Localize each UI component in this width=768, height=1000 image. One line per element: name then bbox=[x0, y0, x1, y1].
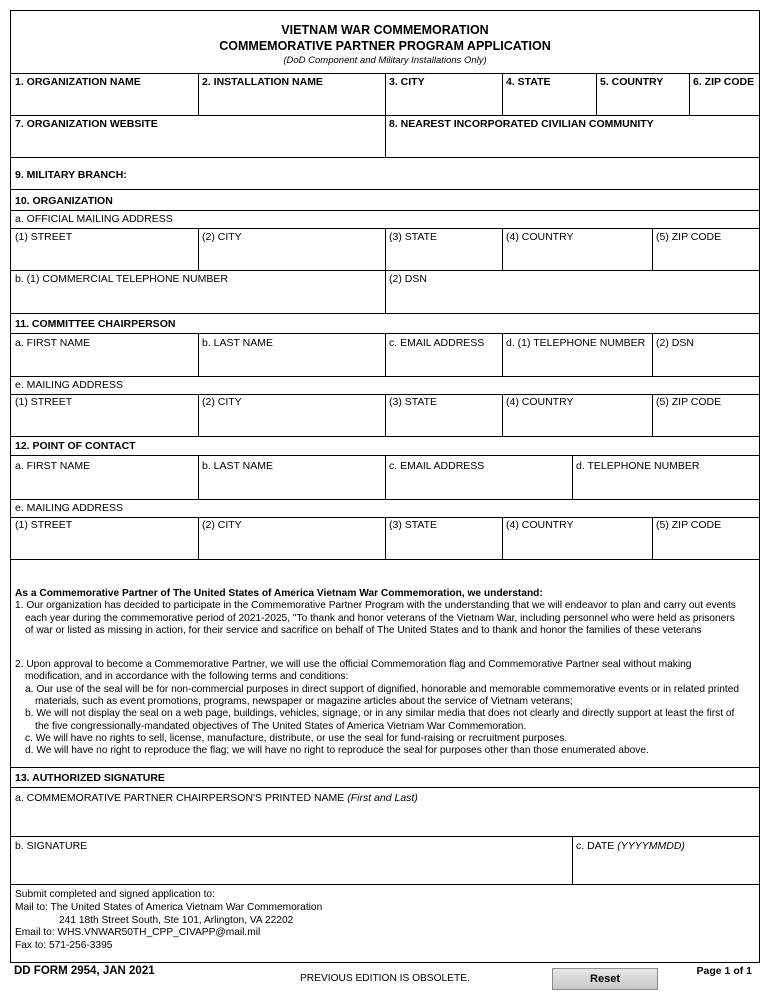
state-label: 4. STATE bbox=[506, 76, 551, 88]
divider bbox=[11, 189, 759, 190]
printed-name-label bbox=[15, 792, 418, 804]
poc-last-name-field[interactable] bbox=[202, 476, 382, 496]
chair-street-field[interactable] bbox=[15, 412, 195, 432]
divider bbox=[572, 455, 573, 499]
org-dsn-field[interactable] bbox=[389, 289, 755, 309]
chair-last-name-label: b. LAST NAME bbox=[202, 337, 273, 349]
date-label-text: c. DATE bbox=[576, 840, 615, 852]
poc-state-label: (3) STATE bbox=[389, 519, 438, 531]
form-header bbox=[11, 11, 759, 73]
organization-website-field[interactable] bbox=[15, 135, 381, 155]
reset-button[interactable]: Reset bbox=[552, 968, 658, 990]
chair-state-field[interactable] bbox=[389, 412, 499, 432]
poc-zip-field[interactable] bbox=[656, 535, 754, 555]
signature-label: b. SIGNATURE bbox=[15, 840, 88, 852]
chair-zip-field[interactable] bbox=[656, 412, 754, 432]
chair-telephone-label: d. (1) TELEPHONE NUMBER bbox=[506, 337, 646, 349]
term-2-line-2: modification, and in accordance with the following terms and conditions: bbox=[25, 671, 349, 683]
org-state-label: (3) STATE bbox=[389, 231, 438, 243]
previous-edition-note: PREVIOUS EDITION IS OBSOLETE. bbox=[300, 973, 470, 984]
installation-name-field[interactable] bbox=[202, 93, 382, 113]
divider bbox=[198, 394, 199, 436]
nearest-community-label: 8. NEAREST INCORPORATED CIVILIAN COMMUNITY bbox=[389, 118, 654, 130]
date-hint: (YYYYMMDD) bbox=[617, 840, 685, 852]
poc-country-label: (4) COUNTRY bbox=[506, 519, 574, 531]
form-subtitle: COMMEMORATIVE PARTNER PROGRAM APPLICATION bbox=[219, 39, 551, 53]
organization-name-field[interactable] bbox=[15, 93, 195, 113]
divider bbox=[198, 73, 199, 115]
poc-city-field[interactable] bbox=[202, 535, 382, 555]
divider bbox=[198, 333, 199, 376]
divider bbox=[652, 333, 653, 376]
org-city-field[interactable] bbox=[202, 247, 382, 267]
date-field[interactable] bbox=[576, 857, 754, 879]
term-2b-line-2: the five congressionally-mandated objectives of The United States of America Vietnam War Commemoration. bbox=[35, 720, 527, 732]
term-2-line-1: 2. Upon approval to become a Commemorative Partner, we will use the official Commemoration flag and Commemorative Partner seal without making bbox=[15, 659, 692, 671]
term-1-line-2: each year during the commemorative period of 2021-2025, "To thank and honor veterans of the Vietnam War, including personnel who were held as prisoners bbox=[25, 612, 735, 624]
divider bbox=[502, 333, 503, 376]
poc-street-label: (1) STREET bbox=[15, 519, 73, 531]
military-branch-field[interactable] bbox=[131, 166, 751, 186]
chair-country-field[interactable] bbox=[506, 412, 648, 432]
date-label bbox=[576, 840, 685, 852]
divider bbox=[11, 559, 759, 560]
divider bbox=[11, 436, 759, 437]
chair-email-field[interactable] bbox=[389, 353, 499, 373]
submit-line-1: Submit completed and signed application to: bbox=[15, 889, 215, 900]
poc-first-name-field[interactable] bbox=[15, 476, 195, 496]
section-10-heading: 10. ORGANIZATION bbox=[15, 195, 113, 207]
poc-telephone-field[interactable] bbox=[576, 476, 754, 496]
divider bbox=[198, 517, 199, 559]
divider bbox=[11, 836, 759, 837]
section-13-heading: 13. AUTHORIZED SIGNATURE bbox=[15, 772, 165, 784]
spacer bbox=[15, 637, 757, 659]
term-2b-line-1: b. We will not display the seal on a web page, buildings, vehicles, signage, or in any similar media that does not clearly and directly support at least the first of bbox=[25, 708, 735, 720]
nearest-community-field[interactable] bbox=[389, 135, 755, 155]
form-scope-note: (DoD Component and Military Installations Only) bbox=[283, 55, 487, 66]
poc-zip-label: (5) ZIP CODE bbox=[656, 519, 722, 531]
submit-email-line: Email to: WHS.VNWAR50TH_CPP_CIVAPP@mail.mil bbox=[15, 927, 261, 939]
section-12-heading: 12. POINT OF CONTACT bbox=[15, 440, 136, 452]
chair-telephone-field[interactable] bbox=[506, 353, 648, 373]
term-2c: c. We will have no rights to sell, license, manufacture, distribute, or use the seal for fund-raising or recruitment purposes. bbox=[25, 732, 568, 744]
poc-first-name-label: a. FIRST NAME bbox=[15, 460, 91, 472]
divider bbox=[385, 115, 386, 157]
divider bbox=[11, 884, 759, 885]
org-country-field[interactable] bbox=[506, 247, 648, 267]
divider bbox=[652, 517, 653, 559]
term-2d: d. We will have no right to reproduce the flag; we will have no right to reproduce the seal for purposes other than those enumerated above. bbox=[25, 745, 649, 757]
signature-field[interactable] bbox=[15, 857, 567, 881]
divider bbox=[11, 376, 759, 377]
page-indicator: Page 1 of 1 bbox=[696, 965, 752, 977]
divider bbox=[652, 394, 653, 436]
divider bbox=[385, 517, 386, 559]
divider bbox=[11, 787, 759, 788]
divider bbox=[502, 73, 503, 115]
chair-city-label: (2) CITY bbox=[202, 396, 242, 408]
divider bbox=[385, 455, 386, 499]
divider bbox=[11, 313, 759, 314]
divider bbox=[652, 228, 653, 270]
divider bbox=[385, 270, 386, 313]
divider bbox=[385, 73, 386, 115]
term-2a-line-1: a. Our use of the seal will be for non-commercial purposes in direct support of dignified, honorable and memorable commemorative events or in related printed bbox=[25, 683, 740, 695]
zip-code-field[interactable] bbox=[693, 93, 755, 113]
printed-name-field[interactable] bbox=[15, 811, 753, 833]
section-11-heading: 11. COMMITTEE CHAIRPERSON bbox=[15, 318, 176, 330]
submit-address-line: 241 18th Street South, Ste 101, Arlington, VA 22202 bbox=[59, 914, 294, 926]
organization-name-label: 1. ORGANIZATION NAME bbox=[15, 76, 141, 88]
org-state-field[interactable] bbox=[389, 247, 499, 267]
org-phone-label: b. (1) COMMERCIAL TELEPHONE NUMBER bbox=[15, 273, 228, 285]
chair-city-field[interactable] bbox=[202, 412, 382, 432]
poc-state-field[interactable] bbox=[389, 535, 499, 555]
org-country-label: (4) COUNTRY bbox=[506, 231, 574, 243]
term-2a-line-2: materials, such as event promotions, programs, newspaper or magazine articles about the service of Vietnam veterans; bbox=[35, 696, 573, 708]
org-dsn-label: (2) DSN bbox=[389, 273, 427, 285]
country-label: 5. COUNTRY bbox=[600, 76, 664, 88]
submit-mail-line: Mail to: The United States of America Vietnam War Commemoration bbox=[15, 901, 323, 913]
divider bbox=[385, 228, 386, 270]
submit-fax-line: Fax to: 571-256-3395 bbox=[15, 940, 113, 952]
chair-first-name-label: a. FIRST NAME bbox=[15, 337, 91, 349]
terms-intro: As a Commemorative Partner of The United States of America Vietnam War Commemoration, we understand: bbox=[15, 588, 543, 599]
org-street-field[interactable] bbox=[15, 247, 195, 267]
divider bbox=[198, 228, 199, 270]
divider bbox=[11, 210, 759, 211]
country-field[interactable] bbox=[600, 93, 686, 113]
city-label: 3. CITY bbox=[389, 76, 425, 88]
terms-block bbox=[15, 588, 757, 758]
chair-zip-label: (5) ZIP CODE bbox=[656, 396, 722, 408]
org-city-label: (2) CITY bbox=[202, 231, 242, 243]
state-field[interactable] bbox=[506, 93, 594, 113]
divider bbox=[11, 767, 759, 768]
chair-mailing-address-label: e. MAILING ADDRESS bbox=[15, 379, 123, 391]
divider bbox=[596, 73, 597, 115]
poc-city-label: (2) CITY bbox=[202, 519, 242, 531]
divider bbox=[572, 836, 573, 884]
divider bbox=[385, 394, 386, 436]
org-zip-label: (5) ZIP CODE bbox=[656, 231, 722, 243]
official-mailing-address-label: a. OFFICIAL MAILING ADDRESS bbox=[15, 213, 173, 225]
poc-email-label: c. EMAIL ADDRESS bbox=[389, 460, 485, 472]
divider bbox=[11, 499, 759, 500]
installation-name-label: 2. INSTALLATION NAME bbox=[202, 76, 323, 88]
chair-dsn-field[interactable] bbox=[656, 353, 754, 373]
poc-mailing-address-label: e. MAILING ADDRESS bbox=[15, 502, 123, 514]
chair-email-label: c. EMAIL ADDRESS bbox=[389, 337, 485, 349]
org-phone-field[interactable] bbox=[15, 289, 381, 309]
form-number: DD FORM 2954, JAN 2021 bbox=[14, 965, 155, 977]
divider bbox=[502, 228, 503, 270]
printed-name-hint: (First and Last) bbox=[347, 792, 418, 804]
divider bbox=[502, 517, 503, 559]
divider bbox=[11, 157, 759, 158]
divider bbox=[385, 333, 386, 376]
chair-last-name-field[interactable] bbox=[202, 353, 382, 373]
poc-last-name-label: b. LAST NAME bbox=[202, 460, 273, 472]
term-1-line-1: 1. Our organization has decided to participate in the Commemorative Partner Program with the understanding that we will endeavor to plan and carry out events bbox=[15, 600, 736, 612]
printed-name-label-text: a. COMMEMORATIVE PARTNER CHAIRPERSON'S PRINTED NAME bbox=[15, 792, 345, 804]
organization-website-label: 7. ORGANIZATION WEBSITE bbox=[15, 118, 158, 130]
form-frame bbox=[10, 10, 760, 963]
military-branch-label: 9. MILITARY BRANCH: bbox=[15, 169, 127, 181]
submit-instructions bbox=[15, 889, 757, 953]
poc-email-field[interactable] bbox=[389, 476, 569, 496]
org-street-label: (1) STREET bbox=[15, 231, 73, 243]
poc-telephone-label: d. TELEPHONE NUMBER bbox=[576, 460, 700, 472]
chair-first-name-field[interactable] bbox=[15, 353, 195, 373]
chair-street-label: (1) STREET bbox=[15, 396, 73, 408]
divider bbox=[502, 394, 503, 436]
chair-state-label: (3) STATE bbox=[389, 396, 438, 408]
chair-dsn-label: (2) DSN bbox=[656, 337, 694, 349]
term-1-line-3: of war or listed as missing in action, for their service and sacrifice on behalf of The United States and to thank and honor the families of these veterans bbox=[25, 624, 702, 636]
chair-country-label: (4) COUNTRY bbox=[506, 396, 574, 408]
poc-country-field[interactable] bbox=[506, 535, 648, 555]
divider bbox=[689, 73, 690, 115]
org-zip-field[interactable] bbox=[656, 247, 754, 267]
poc-street-field[interactable] bbox=[15, 535, 195, 555]
zip-code-label: 6. ZIP CODE bbox=[693, 76, 755, 88]
form-title: VIETNAM WAR COMMEMORATION bbox=[281, 23, 489, 37]
city-field[interactable] bbox=[389, 93, 499, 113]
divider bbox=[198, 455, 199, 499]
